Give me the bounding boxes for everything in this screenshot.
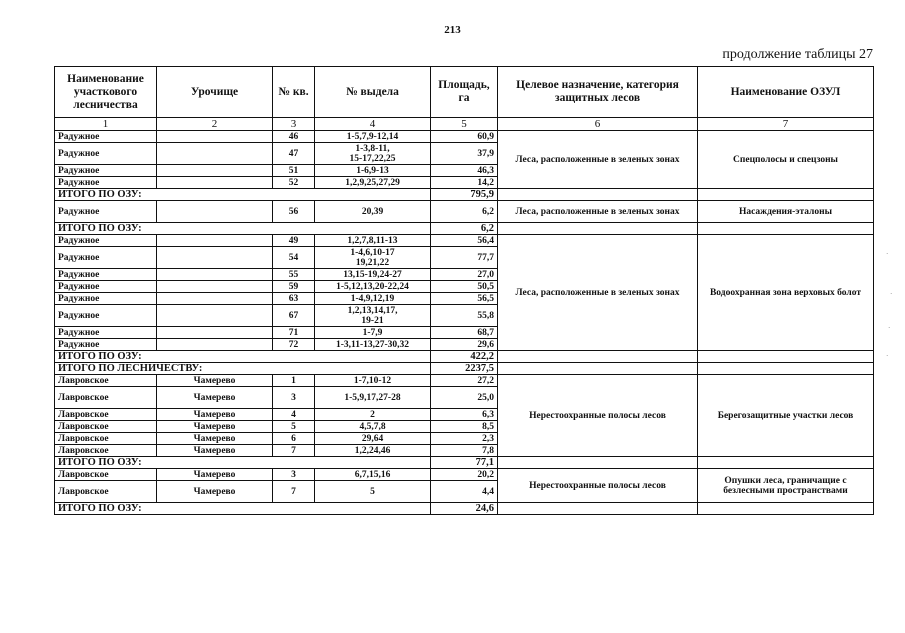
quarter-cell: 52 bbox=[273, 177, 315, 189]
quarter-cell: 47 bbox=[273, 143, 315, 165]
quarter-cell: 59 bbox=[273, 281, 315, 293]
forestry-cell: Радужное bbox=[55, 131, 157, 143]
quarter-cell: 49 bbox=[273, 235, 315, 247]
allotment-cell: 29,64 bbox=[315, 433, 431, 445]
total-value: 24,6 bbox=[431, 503, 498, 515]
quarter-cell: 46 bbox=[273, 131, 315, 143]
forestry-cell: Лавровское bbox=[55, 421, 157, 433]
header-cell: № выдела bbox=[315, 67, 431, 118]
total-label: ИТОГО ПО ОЗУ: bbox=[55, 351, 431, 363]
area-cell: 27,0 bbox=[431, 269, 498, 281]
total-row bbox=[55, 503, 874, 515]
allotment-cell: 1-4,6,10-17 19,21,22 bbox=[315, 247, 431, 269]
allotment-cell: 6,7,15,16 bbox=[315, 469, 431, 481]
tract-cell: Чамерево bbox=[157, 421, 273, 433]
tract-cell bbox=[157, 327, 273, 339]
ozul-cell: Спецполосы и спецзоны bbox=[698, 131, 874, 189]
quarter-cell: 7 bbox=[273, 481, 315, 503]
total-row bbox=[55, 457, 874, 469]
empty-cell bbox=[498, 189, 698, 201]
tract-cell bbox=[157, 269, 273, 281]
area-cell: 68,7 bbox=[431, 327, 498, 339]
quarter-cell: 54 bbox=[273, 247, 315, 269]
total-label: ИТОГО ПО ОЗУ: bbox=[55, 189, 431, 201]
header-cell: Площадь, га bbox=[431, 67, 498, 118]
area-cell: 20,2 bbox=[431, 469, 498, 481]
empty-cell bbox=[498, 503, 698, 515]
allotment-cell: 1-7,10-12 bbox=[315, 375, 431, 387]
header-number-row bbox=[55, 118, 874, 131]
area-cell: 37,9 bbox=[431, 143, 498, 165]
forestry-cell: Радужное bbox=[55, 269, 157, 281]
purpose-cell: Леса, расположенные в зеленых зонах bbox=[498, 235, 698, 351]
scan-mark: · bbox=[886, 352, 889, 360]
empty-cell bbox=[698, 363, 874, 375]
empty-cell bbox=[498, 457, 698, 469]
empty-cell bbox=[498, 363, 698, 375]
tract-cell: Чамерево bbox=[157, 387, 273, 409]
table-row bbox=[55, 131, 874, 143]
tract-cell bbox=[157, 247, 273, 269]
empty-cell bbox=[498, 223, 698, 235]
empty-cell bbox=[498, 351, 698, 363]
empty-cell bbox=[698, 503, 874, 515]
area-cell: 56,4 bbox=[431, 235, 498, 247]
header-cell: № кв. bbox=[273, 67, 315, 118]
quarter-cell: 3 bbox=[273, 387, 315, 409]
quarter-cell: 56 bbox=[273, 201, 315, 223]
area-cell: 55,8 bbox=[431, 305, 498, 327]
tract-cell: Чамерево bbox=[157, 445, 273, 457]
allotment-cell: 1-3,8-11, 15-17,22,25 bbox=[315, 143, 431, 165]
ozul-cell: Опушки леса, граничащие с безлесными пространствами bbox=[698, 469, 874, 503]
forestry-cell: Лавровское bbox=[55, 387, 157, 409]
allotment-cell: 1,2,24,46 bbox=[315, 445, 431, 457]
quarter-cell: 63 bbox=[273, 293, 315, 305]
allotment-cell: 20,39 bbox=[315, 201, 431, 223]
forestry-cell: Радужное bbox=[55, 177, 157, 189]
column-number: 6 bbox=[498, 118, 698, 131]
quarter-cell: 1 bbox=[273, 375, 315, 387]
empty-cell bbox=[698, 351, 874, 363]
allotment-cell: 1-5,12,13,20-22,24 bbox=[315, 281, 431, 293]
forestry-cell: Лавровское bbox=[55, 375, 157, 387]
tract-cell bbox=[157, 143, 273, 165]
forestry-cell: Лавровское bbox=[55, 433, 157, 445]
tract-cell bbox=[157, 293, 273, 305]
purpose-cell: Нерестоохранные полосы лесов bbox=[498, 375, 698, 457]
allotment-cell: 4,5,7,8 bbox=[315, 421, 431, 433]
empty-cell bbox=[698, 189, 874, 201]
table-row bbox=[55, 469, 874, 481]
allotment-cell: 1,2,7,8,11-13 bbox=[315, 235, 431, 247]
area-cell: 29,6 bbox=[431, 339, 498, 351]
quarter-cell: 7 bbox=[273, 445, 315, 457]
total-label: ИТОГО ПО ОЗУ: bbox=[55, 223, 431, 235]
table-row bbox=[55, 235, 874, 247]
header-cell: Целевое назначение, категория защитных лесов bbox=[498, 67, 698, 118]
area-cell: 2,3 bbox=[431, 433, 498, 445]
forestry-cell: Лавровское bbox=[55, 481, 157, 503]
forest-table bbox=[54, 66, 874, 515]
forestry-cell: Лавровское bbox=[55, 469, 157, 481]
allotment-cell: 1-6,9-13 bbox=[315, 165, 431, 177]
allotment-cell: 13,15-19,24-27 bbox=[315, 269, 431, 281]
area-cell: 77,7 bbox=[431, 247, 498, 269]
purpose-cell: Леса, расположенные в зеленых зонах bbox=[498, 201, 698, 223]
forestry-total-row bbox=[55, 363, 874, 375]
forestry-cell: Лавровское bbox=[55, 409, 157, 421]
quarter-cell: 4 bbox=[273, 409, 315, 421]
forestry-cell: Радужное bbox=[55, 305, 157, 327]
area-cell: 60,9 bbox=[431, 131, 498, 143]
total-label: ИТОГО ПО ОЗУ: bbox=[55, 503, 431, 515]
quarter-cell: 51 bbox=[273, 165, 315, 177]
forestry-cell: Радужное bbox=[55, 235, 157, 247]
forestry-cell: Радужное bbox=[55, 293, 157, 305]
tract-cell: Чамерево bbox=[157, 409, 273, 421]
scan-mark: · bbox=[886, 250, 889, 258]
quarter-cell: 67 bbox=[273, 305, 315, 327]
header-cell: Урочище bbox=[157, 67, 273, 118]
tract-cell bbox=[157, 201, 273, 223]
tract-cell bbox=[157, 235, 273, 247]
area-cell: 25,0 bbox=[431, 387, 498, 409]
table-row bbox=[55, 201, 874, 223]
forestry-cell: Радужное bbox=[55, 165, 157, 177]
quarter-cell: 5 bbox=[273, 421, 315, 433]
total-value: 422,2 bbox=[431, 351, 498, 363]
area-cell: 6,2 bbox=[431, 201, 498, 223]
header-row bbox=[55, 67, 874, 118]
table-row bbox=[55, 375, 874, 387]
table-body bbox=[55, 131, 874, 515]
header-cell: Наименование участкового лесничества bbox=[55, 67, 157, 118]
allotment-cell: 5 bbox=[315, 481, 431, 503]
total-label: ИТОГО ПО ОЗУ: bbox=[55, 457, 431, 469]
forestry-cell: Радужное bbox=[55, 201, 157, 223]
total-row bbox=[55, 351, 874, 363]
ozul-cell: Водоохранная зона верховых болот bbox=[698, 235, 874, 351]
column-number: 2 bbox=[157, 118, 273, 131]
allotment-cell: 2 bbox=[315, 409, 431, 421]
quarter-cell: 71 bbox=[273, 327, 315, 339]
tract-cell bbox=[157, 165, 273, 177]
tract-cell: Чамерево bbox=[157, 469, 273, 481]
area-cell: 46,3 bbox=[431, 165, 498, 177]
total-row bbox=[55, 189, 874, 201]
tract-cell bbox=[157, 281, 273, 293]
allotment-cell: 1-7,9 bbox=[315, 327, 431, 339]
tract-cell bbox=[157, 177, 273, 189]
forestry-cell: Радужное bbox=[55, 339, 157, 351]
table-caption: продолжение таблицы 27 bbox=[722, 47, 873, 62]
allotment-cell: 1-3,11-13,27-30,32 bbox=[315, 339, 431, 351]
forestry-cell: Радужное bbox=[55, 143, 157, 165]
column-number: 3 bbox=[273, 118, 315, 131]
purpose-cell: Леса, расположенные в зеленых зонах bbox=[498, 131, 698, 189]
forestry-total-value: 2237,5 bbox=[431, 363, 498, 375]
forestry-cell: Радужное bbox=[55, 327, 157, 339]
area-cell: 50,5 bbox=[431, 281, 498, 293]
header-cell: Наименование ОЗУЛ bbox=[698, 67, 874, 118]
area-cell: 4,4 bbox=[431, 481, 498, 503]
forestry-cell: Лавровское bbox=[55, 445, 157, 457]
forestry-cell: Радужное bbox=[55, 247, 157, 269]
total-value: 795,9 bbox=[431, 189, 498, 201]
column-number: 4 bbox=[315, 118, 431, 131]
column-number: 1 bbox=[55, 118, 157, 131]
page-number: 213 bbox=[444, 24, 461, 36]
column-number: 7 bbox=[698, 118, 874, 131]
ozul-cell: Насаждения-эталоны bbox=[698, 201, 874, 223]
empty-cell bbox=[698, 223, 874, 235]
forestry-cell: Радужное bbox=[55, 281, 157, 293]
scan-mark: · bbox=[890, 290, 893, 298]
area-cell: 6,3 bbox=[431, 409, 498, 421]
quarter-cell: 3 bbox=[273, 469, 315, 481]
area-cell: 14,2 bbox=[431, 177, 498, 189]
quarter-cell: 6 bbox=[273, 433, 315, 445]
tract-cell: Чамерево bbox=[157, 481, 273, 503]
tract-cell bbox=[157, 339, 273, 351]
area-cell: 27,2 bbox=[431, 375, 498, 387]
total-value: 6,2 bbox=[431, 223, 498, 235]
area-cell: 56,5 bbox=[431, 293, 498, 305]
quarter-cell: 55 bbox=[273, 269, 315, 281]
scan-mark: · bbox=[888, 324, 891, 332]
forestry-total-label: ИТОГО ПО ЛЕСНИЧЕСТВУ: bbox=[55, 363, 431, 375]
total-row bbox=[55, 223, 874, 235]
allotment-cell: 1,2,9,25,27,29 bbox=[315, 177, 431, 189]
column-number: 5 bbox=[431, 118, 498, 131]
allotment-cell: 1,2,13,14,17, 19-21 bbox=[315, 305, 431, 327]
quarter-cell: 72 bbox=[273, 339, 315, 351]
allotment-cell: 1-5,9,17,27-28 bbox=[315, 387, 431, 409]
area-cell: 7,8 bbox=[431, 445, 498, 457]
total-value: 77,1 bbox=[431, 457, 498, 469]
purpose-cell: Нерестоохранные полосы лесов bbox=[498, 469, 698, 503]
empty-cell bbox=[698, 457, 874, 469]
tract-cell bbox=[157, 131, 273, 143]
tract-cell bbox=[157, 305, 273, 327]
ozul-cell: Берегозащитные участки лесов bbox=[698, 375, 874, 457]
allotment-cell: 1-4,9,12,19 bbox=[315, 293, 431, 305]
allotment-cell: 1-5,7,9-12,14 bbox=[315, 131, 431, 143]
tract-cell: Чамерево bbox=[157, 433, 273, 445]
area-cell: 8,5 bbox=[431, 421, 498, 433]
tract-cell: Чамерево bbox=[157, 375, 273, 387]
